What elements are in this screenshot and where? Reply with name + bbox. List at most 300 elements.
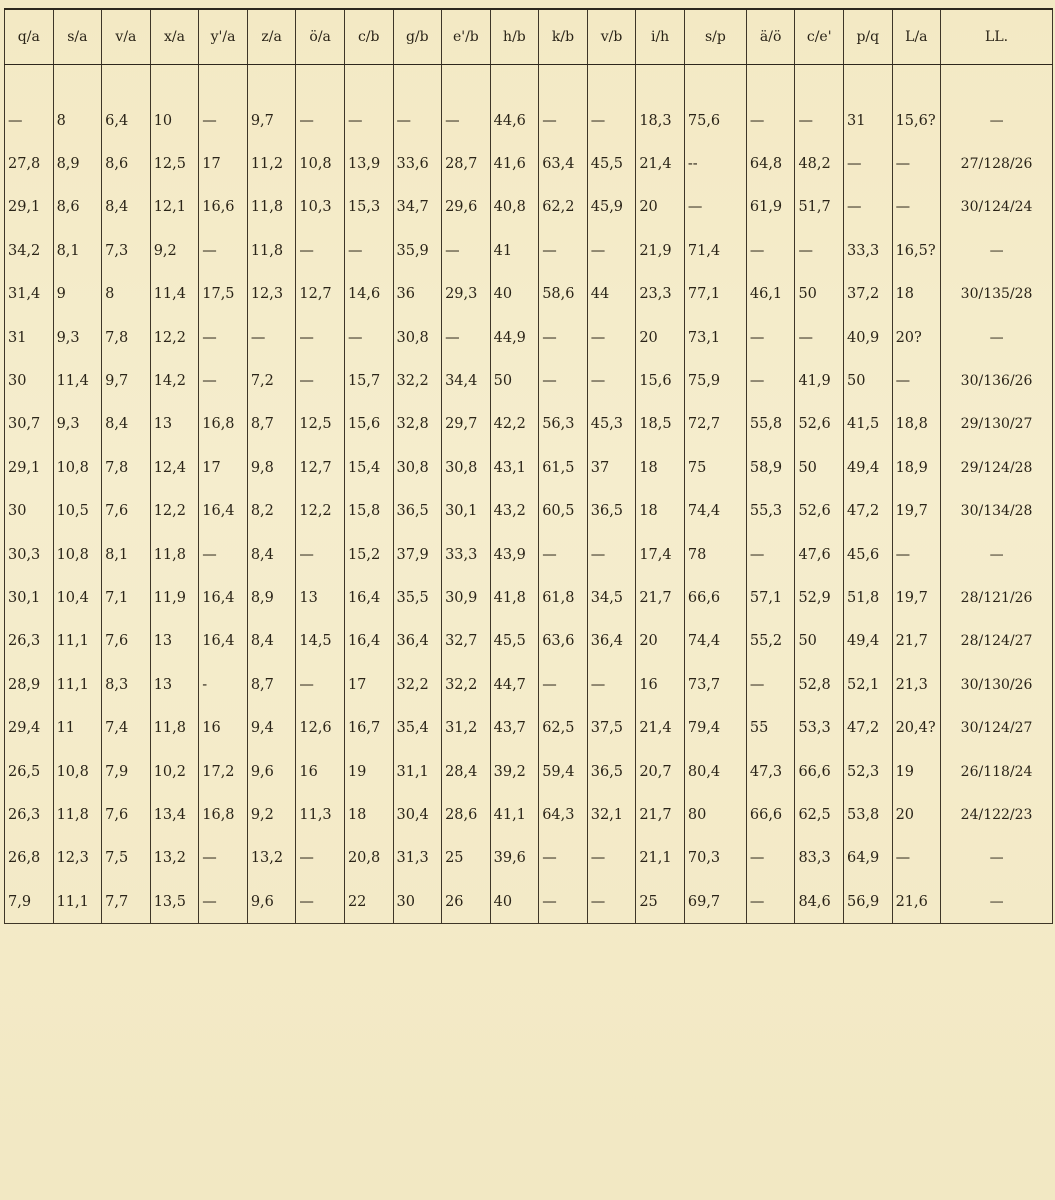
table-cell: —	[746, 359, 795, 402]
table-cell: 51,7	[795, 186, 844, 229]
table-cell: 15,6?	[892, 99, 941, 142]
empty-cell	[587, 65, 636, 100]
table-cell: 63,6	[539, 620, 588, 663]
table-cell: 64,3	[539, 793, 588, 836]
table-cell: 14,5	[296, 620, 345, 663]
table-cell: 52,3	[844, 750, 893, 793]
measurement-table	[4, 8, 1053, 924]
table-cell: —	[587, 880, 636, 924]
column-header: s/p	[684, 9, 746, 65]
table-cell: 13	[150, 663, 199, 706]
table-cell: —	[795, 99, 844, 142]
table-cell: 74,4	[684, 620, 746, 663]
table-cell: 69,7	[684, 880, 746, 924]
table-cell: 35,9	[393, 229, 442, 272]
table-cell: 30,1	[5, 576, 54, 619]
table-cell: 11,8	[247, 229, 296, 272]
table-cell: —	[296, 229, 345, 272]
empty-cell	[795, 65, 844, 100]
column-header: L/a	[892, 9, 941, 65]
table-cell: 13,5	[150, 880, 199, 924]
table-cell: 52,1	[844, 663, 893, 706]
table-cell: 55	[746, 706, 795, 749]
table-cell: —	[296, 880, 345, 924]
table-cell: 71,4	[684, 229, 746, 272]
table-cell: 12,2	[150, 490, 199, 533]
table-cell: 53,3	[795, 706, 844, 749]
table-cell: 30/136/26	[941, 359, 1053, 402]
table-cell: 20	[636, 316, 685, 359]
empty-cell	[296, 65, 345, 100]
table-cell: 10,5	[53, 490, 102, 533]
table-cell: 48,2	[795, 142, 844, 185]
column-header: q/a	[5, 9, 54, 65]
table-row	[5, 533, 1053, 576]
table-cell: 58,6	[539, 273, 588, 316]
table-cell: 21,6	[892, 880, 941, 924]
column-header: z/a	[247, 9, 296, 65]
table-cell: —	[296, 316, 345, 359]
table-cell: —	[344, 316, 393, 359]
table-cell: 6,4	[102, 99, 151, 142]
table-cell: 62,5	[539, 706, 588, 749]
table-cell: 49,4	[844, 620, 893, 663]
table-cell: 52,6	[795, 403, 844, 446]
table-row	[5, 490, 1053, 533]
table-cell: 16,4	[344, 620, 393, 663]
table-cell: —	[247, 316, 296, 359]
table-row	[5, 446, 1053, 489]
table-cell: 18,3	[636, 99, 685, 142]
table-row	[5, 186, 1053, 229]
table-cell: 36,5	[393, 490, 442, 533]
empty-cell	[150, 65, 199, 100]
table-cell: 29/124/28	[941, 446, 1053, 489]
table-cell: 28/121/26	[941, 576, 1053, 619]
table-cell: —	[393, 99, 442, 142]
table-cell: 13	[150, 620, 199, 663]
table-cell: 78	[684, 533, 746, 576]
table-cell: —	[539, 837, 588, 880]
table-cell: 64,8	[746, 142, 795, 185]
table-cell: —	[746, 880, 795, 924]
table-cell: 32,2	[442, 663, 491, 706]
table-cell: —	[296, 837, 345, 880]
table-cell: 44,7	[490, 663, 539, 706]
table-cell: 30	[5, 359, 54, 402]
table-cell: 18,9	[892, 446, 941, 489]
table-cell: 18	[636, 490, 685, 533]
table-cell: 50	[795, 273, 844, 316]
table-cell: 7,9	[5, 880, 54, 924]
table-cell: 10,4	[53, 576, 102, 619]
table-cell: 52,8	[795, 663, 844, 706]
table-cell: 30,1	[442, 490, 491, 533]
table-cell: 7,6	[102, 793, 151, 836]
table-cell: 66,6	[684, 576, 746, 619]
table-cell: 30,7	[5, 403, 54, 446]
table-cell: 63,4	[539, 142, 588, 185]
table-cell: 18,5	[636, 403, 685, 446]
column-header: e'/b	[442, 9, 491, 65]
table-cell: 21,1	[636, 837, 685, 880]
table-cell: 66,6	[795, 750, 844, 793]
table-cell: 80	[684, 793, 746, 836]
table-cell: 20,8	[344, 837, 393, 880]
column-header: x/a	[150, 9, 199, 65]
table-cell: 31	[5, 316, 54, 359]
table-cell: 20	[892, 793, 941, 836]
table-cell: —	[795, 229, 844, 272]
table-cell: 12,4	[150, 446, 199, 489]
table-cell: 26,5	[5, 750, 54, 793]
table-cell: 40,9	[844, 316, 893, 359]
table-cell: 7,6	[102, 490, 151, 533]
table-cell: 30/130/26	[941, 663, 1053, 706]
table-cell: —	[587, 99, 636, 142]
table-cell: 16,8	[199, 793, 248, 836]
table-cell: 29,6	[442, 186, 491, 229]
table-cell: 23,3	[636, 273, 685, 316]
table-cell: 16,6	[199, 186, 248, 229]
table-cell: 13,9	[344, 142, 393, 185]
table-cell: 8,4	[102, 403, 151, 446]
table-cell: 33,6	[393, 142, 442, 185]
table-cell: 10,8	[53, 533, 102, 576]
table-cell: 18	[892, 273, 941, 316]
table-cell: 18	[344, 793, 393, 836]
table-cell: 45,5	[587, 142, 636, 185]
table-cell: 73,7	[684, 663, 746, 706]
table-cell: 35,4	[393, 706, 442, 749]
table-cell: 45,5	[490, 620, 539, 663]
table-cell: 9,6	[247, 880, 296, 924]
table-cell: 53,8	[844, 793, 893, 836]
table-cell: 29,1	[5, 186, 54, 229]
table-cell: —	[539, 663, 588, 706]
table-cell: 83,3	[795, 837, 844, 880]
table-cell: 13,4	[150, 793, 199, 836]
table-cell: 28/124/27	[941, 620, 1053, 663]
empty-cell	[199, 65, 248, 100]
table-cell: 15,8	[344, 490, 393, 533]
empty-cell	[490, 65, 539, 100]
table-cell: 18,8	[892, 403, 941, 446]
table-cell: 15,2	[344, 533, 393, 576]
table-cell: 61,8	[539, 576, 588, 619]
table-cell: 8,4	[247, 533, 296, 576]
table-cell: —	[5, 99, 54, 142]
table-cell: 32,1	[587, 793, 636, 836]
table-cell: 26,3	[5, 793, 54, 836]
table-cell: 32,8	[393, 403, 442, 446]
table-cell: —	[587, 837, 636, 880]
table-cell: 31,3	[393, 837, 442, 880]
table-cell: —	[539, 359, 588, 402]
table-cell: 11,2	[247, 142, 296, 185]
table-cell: —	[941, 229, 1053, 272]
table-cell: —	[539, 229, 588, 272]
table-cell: 17,4	[636, 533, 685, 576]
column-header: i/h	[636, 9, 685, 65]
table-cell: 21,7	[892, 620, 941, 663]
table-cell: 7,8	[102, 446, 151, 489]
column-header: y'/a	[199, 9, 248, 65]
header-row	[5, 9, 1053, 65]
table-cell: —	[199, 99, 248, 142]
table-cell: 45,3	[587, 403, 636, 446]
table-row	[5, 837, 1053, 880]
table-cell: 7,9	[102, 750, 151, 793]
table-cell: 51,8	[844, 576, 893, 619]
table-cell: —	[892, 359, 941, 402]
table-cell: 8	[102, 273, 151, 316]
table-cell: 41,9	[795, 359, 844, 402]
table-cell: 14,2	[150, 359, 199, 402]
table-cell: 8,9	[53, 142, 102, 185]
table-cell: 11,1	[53, 620, 102, 663]
table-cell: 15,6	[636, 359, 685, 402]
table-cell: 30,8	[393, 316, 442, 359]
table-cell: —	[746, 533, 795, 576]
table-cell: —	[587, 663, 636, 706]
table-cell: 30,9	[442, 576, 491, 619]
table-row	[5, 880, 1053, 924]
table-row	[5, 403, 1053, 446]
table-cell: —	[587, 359, 636, 402]
table-cell: 29,7	[442, 403, 491, 446]
table-cell: 73,1	[684, 316, 746, 359]
table-cell: —	[587, 229, 636, 272]
table-cell: —	[684, 186, 746, 229]
table-cell: 31	[844, 99, 893, 142]
table-cell: 50	[844, 359, 893, 402]
table-cell: 16,4	[199, 490, 248, 533]
table-cell: 30/124/27	[941, 706, 1053, 749]
table-cell: 8,4	[247, 620, 296, 663]
table-cell: 36,5	[587, 490, 636, 533]
table-cell: 19,7	[892, 576, 941, 619]
table-cell: 9,7	[102, 359, 151, 402]
table-cell: 47,2	[844, 490, 893, 533]
table-cell: 44,6	[490, 99, 539, 142]
table-cell: 75,9	[684, 359, 746, 402]
table-cell: —	[844, 186, 893, 229]
table-cell: 26,3	[5, 620, 54, 663]
table-cell: 16,4	[199, 576, 248, 619]
table-cell: 41,1	[490, 793, 539, 836]
column-header: p/q	[844, 9, 893, 65]
column-header: s/a	[53, 9, 102, 65]
table-cell: —	[941, 837, 1053, 880]
table-cell: 10,8	[53, 446, 102, 489]
table-cell: 12,2	[296, 490, 345, 533]
table-cell: —	[746, 663, 795, 706]
table-cell: 20?	[892, 316, 941, 359]
table-cell: 11,3	[296, 793, 345, 836]
table-cell: 37	[587, 446, 636, 489]
column-header: h/b	[490, 9, 539, 65]
table-row	[5, 663, 1053, 706]
table-cell: 75	[684, 446, 746, 489]
table-cell: 45,6	[844, 533, 893, 576]
table-cell: 7,5	[102, 837, 151, 880]
table-cell: 33,3	[442, 533, 491, 576]
table-cell: 16,4	[344, 576, 393, 619]
table-cell: 9	[53, 273, 102, 316]
table-cell: 57,1	[746, 576, 795, 619]
empty-cell	[344, 65, 393, 100]
empty-cell	[5, 65, 54, 100]
table-cell: 42,2	[490, 403, 539, 446]
table-cell: 37,5	[587, 706, 636, 749]
empty-cell	[393, 65, 442, 100]
table-cell: 35,5	[393, 576, 442, 619]
table-cell: 15,4	[344, 446, 393, 489]
empty-cell	[636, 65, 685, 100]
table-cell: 37,9	[393, 533, 442, 576]
table-cell: —	[746, 316, 795, 359]
empty-cell	[684, 65, 746, 100]
table-cell: —	[539, 880, 588, 924]
table-cell: -	[199, 663, 248, 706]
table-cell: 12,2	[150, 316, 199, 359]
table-cell: 30	[5, 490, 54, 533]
table-cell: —	[892, 837, 941, 880]
table-cell: 30,3	[5, 533, 54, 576]
table-cell: 72,7	[684, 403, 746, 446]
table-cell: 8,7	[247, 663, 296, 706]
table-cell: 21,9	[636, 229, 685, 272]
table-cell: 29,4	[5, 706, 54, 749]
table-cell: —	[296, 663, 345, 706]
table-cell: 74,4	[684, 490, 746, 533]
empty-cell	[941, 65, 1053, 100]
table-cell: 26	[442, 880, 491, 924]
table-cell: 39,2	[490, 750, 539, 793]
table-cell: 62,2	[539, 186, 588, 229]
empty-cell	[442, 65, 491, 100]
table-cell: 50	[795, 620, 844, 663]
table-cell: 21,3	[892, 663, 941, 706]
table-row	[5, 229, 1053, 272]
column-header: LL.	[941, 9, 1053, 65]
table-cell: 47,3	[746, 750, 795, 793]
table-cell: 16	[636, 663, 685, 706]
table-cell: 7,2	[247, 359, 296, 402]
table-cell: 10	[150, 99, 199, 142]
table-cell: 9,2	[150, 229, 199, 272]
table-cell: 9,8	[247, 446, 296, 489]
table-cell: 16	[296, 750, 345, 793]
table-cell: 55,8	[746, 403, 795, 446]
table-cell: 17,5	[199, 273, 248, 316]
table-cell: 46,1	[746, 273, 795, 316]
empty-cell	[53, 65, 102, 100]
table-cell: 41,6	[490, 142, 539, 185]
table-cell: 20	[636, 620, 685, 663]
table-cell: 61,9	[746, 186, 795, 229]
table-cell: 12,3	[247, 273, 296, 316]
empty-cell	[102, 65, 151, 100]
table-cell: 21,7	[636, 793, 685, 836]
table-cell: —	[199, 229, 248, 272]
table-cell: 43,7	[490, 706, 539, 749]
table-cell: 11,8	[53, 793, 102, 836]
table-cell: —	[199, 316, 248, 359]
table-cell: 27,8	[5, 142, 54, 185]
table-cell: 17	[199, 142, 248, 185]
table-cell: 8,1	[102, 533, 151, 576]
table-cell: 47,6	[795, 533, 844, 576]
table-cell: 37,2	[844, 273, 893, 316]
table-row	[5, 620, 1053, 663]
table-cell: 12,1	[150, 186, 199, 229]
table-cell: 17	[199, 446, 248, 489]
table-cell: 9,3	[53, 316, 102, 359]
empty-cell	[892, 65, 941, 100]
table-cell: 59,4	[539, 750, 588, 793]
table-cell: 30/135/28	[941, 273, 1053, 316]
table-cell: 29,3	[442, 273, 491, 316]
table-cell: 50	[795, 446, 844, 489]
table-cell: 12,5	[150, 142, 199, 185]
table-cell: 20,4?	[892, 706, 941, 749]
table-cell: —	[892, 186, 941, 229]
table-cell: 17	[344, 663, 393, 706]
table-cell: 19	[344, 750, 393, 793]
table-cell: —	[746, 229, 795, 272]
table-cell: 11,8	[150, 706, 199, 749]
empty-cell	[539, 65, 588, 100]
table-cell: 32,2	[393, 663, 442, 706]
table-cell: 55,3	[746, 490, 795, 533]
table-cell: 21,7	[636, 576, 685, 619]
table-cell: —	[795, 316, 844, 359]
table-cell: 32,2	[393, 359, 442, 402]
table-row	[5, 273, 1053, 316]
table-cell: 7,4	[102, 706, 151, 749]
table-cell: —	[746, 99, 795, 142]
empty-cell	[746, 65, 795, 100]
table-cell: 12,3	[53, 837, 102, 880]
table-cell: 26,8	[5, 837, 54, 880]
table-cell: 11	[53, 706, 102, 749]
table-cell: 12,7	[296, 446, 345, 489]
table-cell: 61,5	[539, 446, 588, 489]
table-cell: 30,8	[393, 446, 442, 489]
table-cell: 19	[892, 750, 941, 793]
table-cell: —	[296, 99, 345, 142]
table-cell: —	[344, 99, 393, 142]
table-cell: 18	[636, 446, 685, 489]
table-cell: 16,4	[199, 620, 248, 663]
column-header: c/e'	[795, 9, 844, 65]
table-cell: 22	[344, 880, 393, 924]
table-cell: 77,1	[684, 273, 746, 316]
table-cell: 11,8	[150, 533, 199, 576]
table-cell: 34,7	[393, 186, 442, 229]
table-cell: 16,7	[344, 706, 393, 749]
table-cell: —	[296, 533, 345, 576]
table-cell: 10,8	[53, 750, 102, 793]
table-cell: 12,5	[296, 403, 345, 446]
table-cell: 11,4	[150, 273, 199, 316]
column-header: ö/a	[296, 9, 345, 65]
table-cell: 43,1	[490, 446, 539, 489]
table-cell: 28,7	[442, 142, 491, 185]
table-cell: 9,4	[247, 706, 296, 749]
